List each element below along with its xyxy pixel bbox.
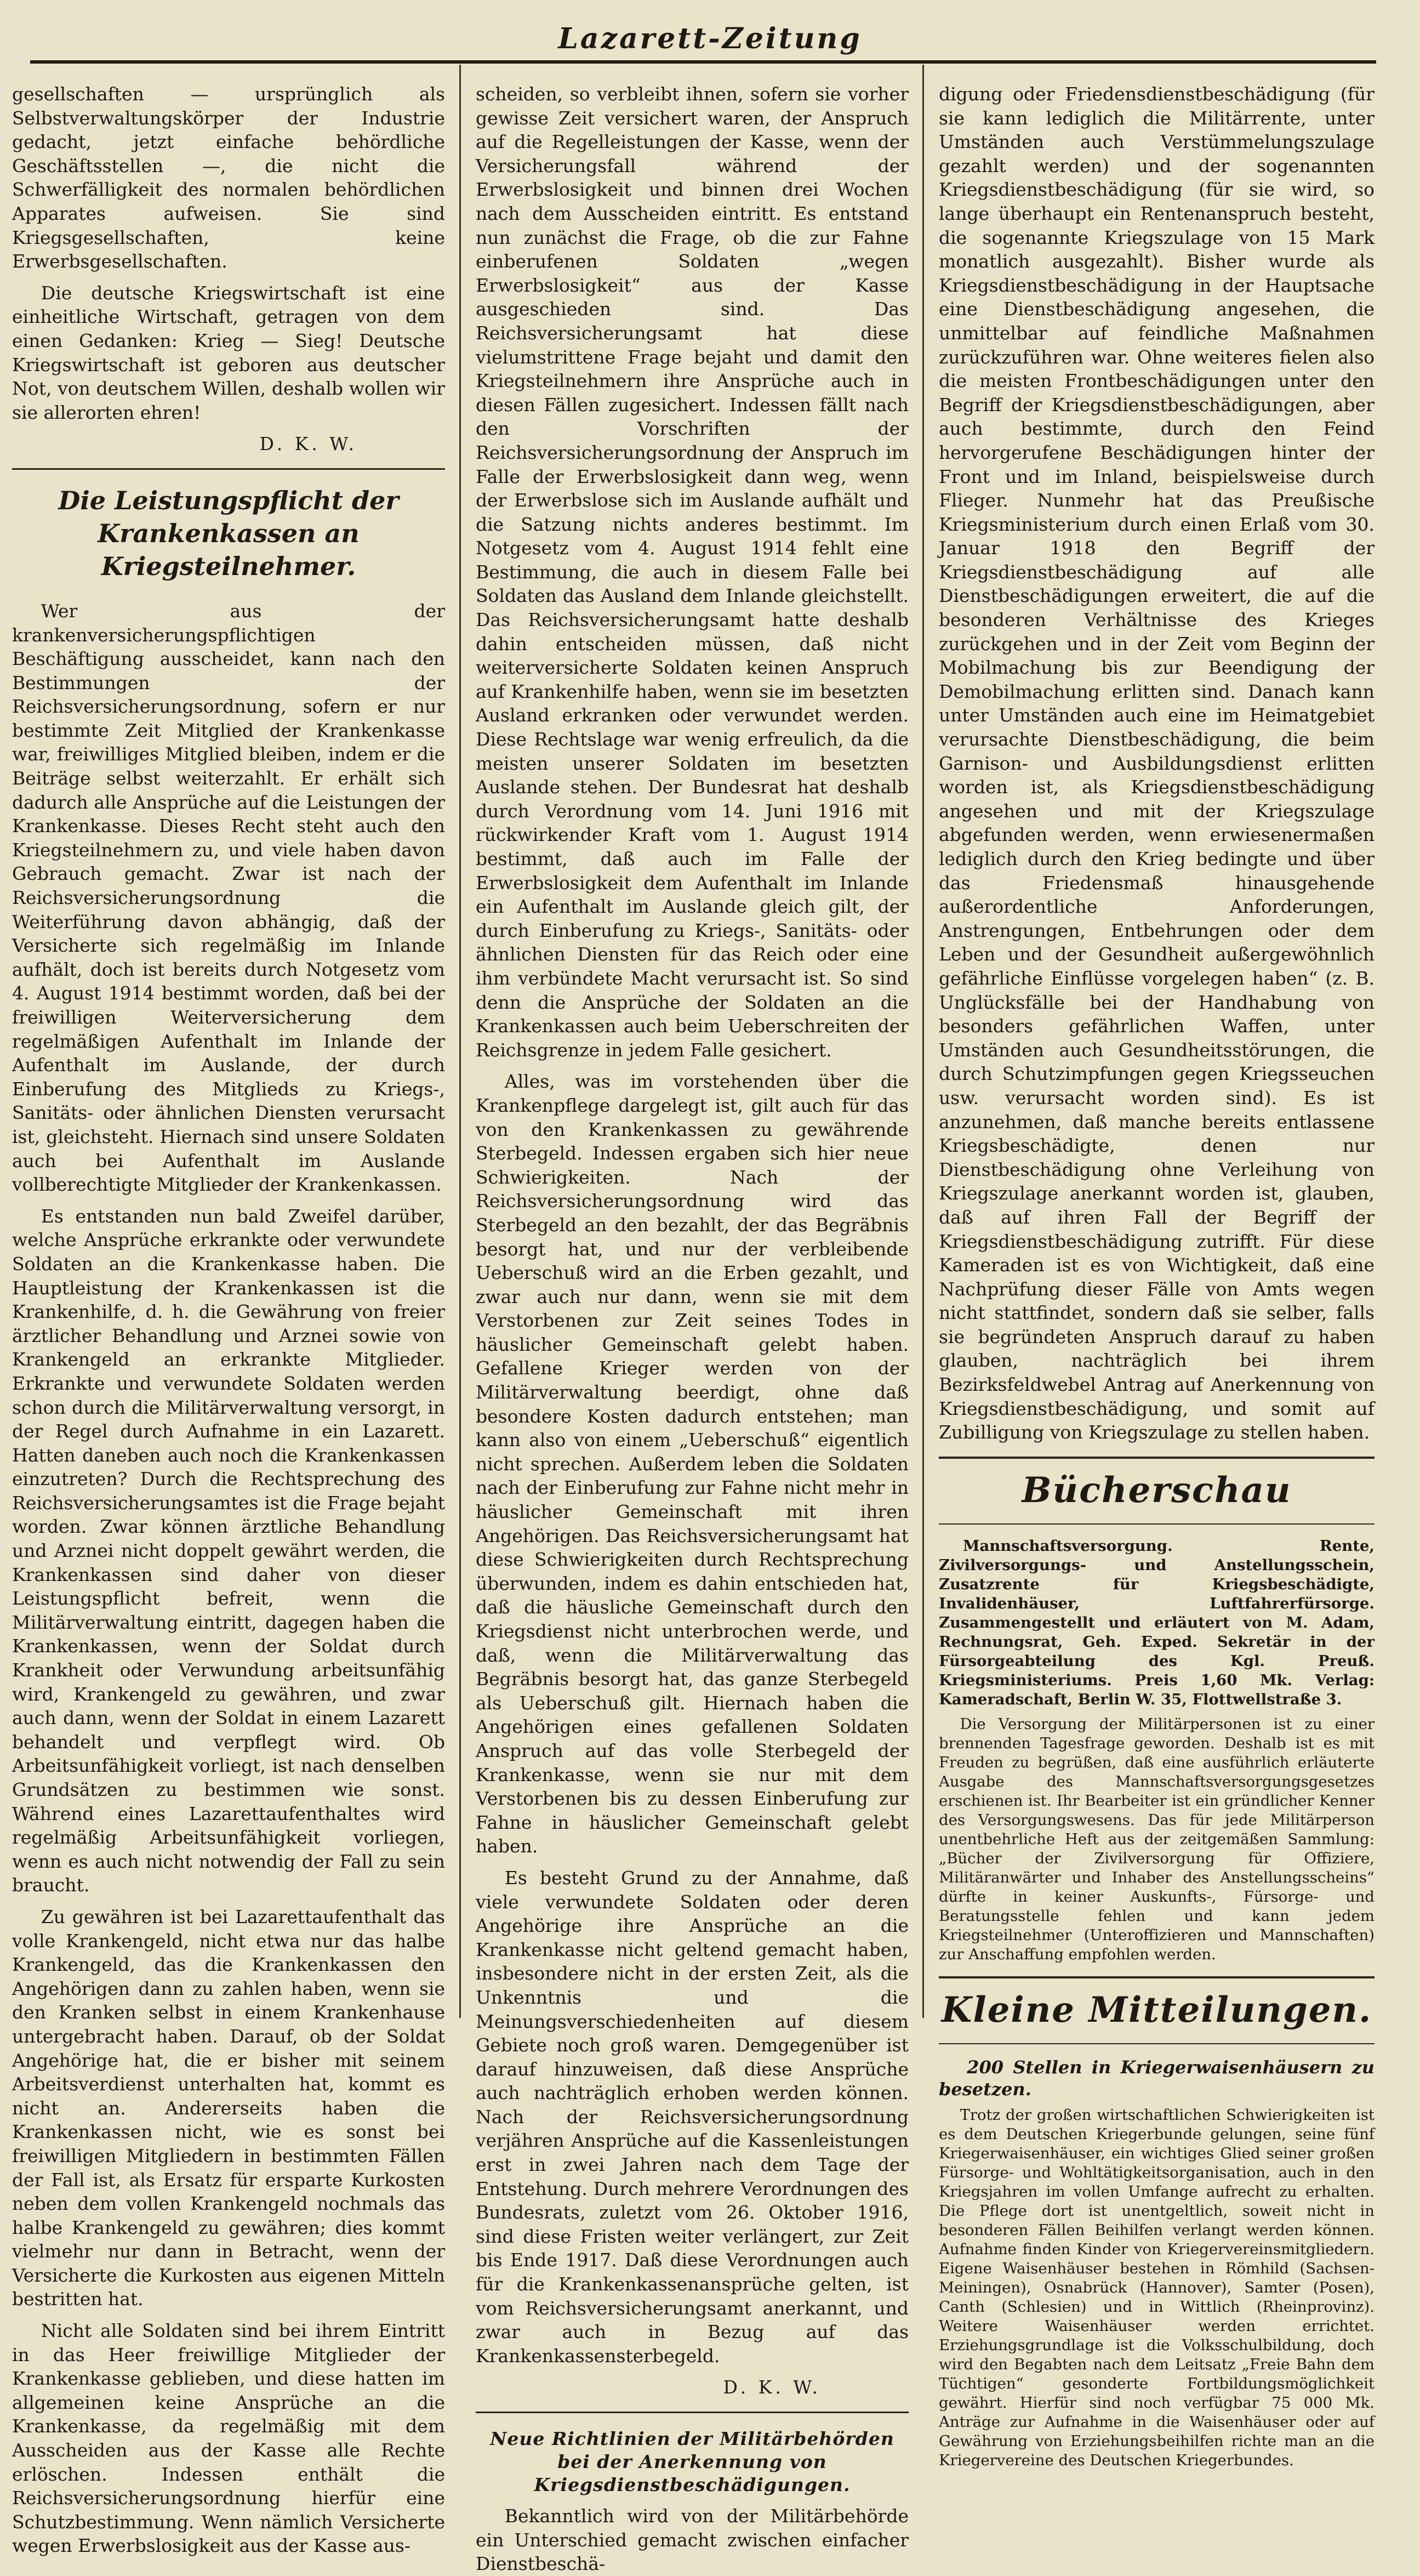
section-divider: [939, 2043, 1375, 2044]
section-divider: [939, 1976, 1375, 1978]
masthead-rule: [30, 60, 1376, 64]
continued-paragraph: digung oder Friedensdienstbeschädigung (für sie kann lediglich die Militärrente, unter Umständen auch Verstümmelungszulage gezahlt werden) und der sogenannten Kriegsdienstbeschädigung (für sie wird, so lange überhaupt ein Rentenanspruch besteht, die sogenannte Kriegszulage von 15 Mark monatlich ausgezahlt). Bisher wurde als Kriegsdienstbeschädigung in der Hauptsache eine Dienstbeschädigung angesehen, die unmittelbar auf feindliche Maßnahmen zurückzuführen war. Ohne weiteres fielen also die meisten Frontbeschädigungen unter den Begriff der Kriegsdienstbeschädigungen, aber auch bestimmte, durch den Feind hervorgerufene Beschädigungen hinter der Front und im Inland, beispielsweise durch Flieger. Nunmehr hat das Preußische Kriegsministerium durch einen Erlaß vom 30. Januar 1918 den Begriff der Kriegsdienstbeschädigung auf alle Dienstbeschädigungen erweitert, die auf die besonderen Verhältnisse des Krieges zurückgehen und in der Zeit vom Beginn der Mobilmachung bis zur Beendigung der Demobilmachung erlitten sind. Danach kann unter Umständen auch eine im Heimatgebiet verursachte Dienstbeschädigung, die beim Garnison- und Ausbildungsdienst erlitten worden ist, als Kriegsdienstbeschädigung angesehen und mit der Kriegszulage abgefunden werden, wenn erwiesenermaßen lediglich durch den Krieg bedingte und über das Friedensmaß hinausgehende außerordentliche Anforderungen, Anstrengungen, Entbehrungen oder dem Leben und der Gesundheit außergewöhnlich gefährliche Einflüsse vorgelegen haben“ (z. B. Unglücksfälle bei der Handhabung von besonders gefährlichen Waffen, unter Umständen auch Gesundheitsstörungen, die durch Schutzimpfungen gegen Kriegsseuchen usw. verursacht worden sind). Es ist anzunehmen, daß manche bereits entlassene Kriegsbeschädigte, denen nur Dienstbeschädigung ohne Verleihung von Kriegszulage anerkannt worden ist, glauben, daß auf ihren Fall der Begriff der Kriegsdienstbeschädigung zutrifft. Für diese Kameraden ist es von Wichtigkeit, daß eine Nachprüfung dieser Fälle von Amts wegen nicht stattfindet, sondern daß sie selber, falls sie begründeten Anspruch darauf zu haben glauben, nachträglich bei ihrem Bezirksfeldwebel Antrag auf Anerkennung von Kriegsdienstbeschädigung, und somit auf Zubilligung von Kriegszulage zu stellen haben.: [939, 83, 1375, 1443]
column-divider-2: [922, 65, 924, 2018]
article-title: Die Leistungspflicht der Krankenkassen an Kriegsteilnehmer.: [58, 485, 399, 581]
section-divider: [939, 1457, 1375, 1459]
paragraph: Es entstanden nun bald Zweifel darüber, welche Ansprüche erkrankte oder verwundete Soldaten an die Krankenkasse haben. Die Hauptleistung der Krankenkassen ist die Krankenhilfe, d. h. die Gewährung von freier ärztlicher Behandlung und Arznei sowie von Krankengeld an erkrankte Mitglieder. Erkrankte und verwundete Soldaten werden schon durch die Militärverwaltung versorgt, in der Regel durch Aufnahme in ein Lazarett. Hatten daneben auch noch die Krankenkassen einzutreten? Durch die Rechtsprechung des Reichsversicherungsamtes ist die Frage bejaht worden. Zwar können ärztliche Behandlung und Arznei nicht doppelt gewährt werden, die Krankenkassen sind daher von dieser Leistungspflicht befreit, wenn die Militärverwaltung eintritt, dagegen haben die Krankenkassen, wenn der Soldat durch Krankheit oder Verwundung arbeitsunfähig wird, Krankengeld zu gewähren, und zwar auch dann, wenn der Soldat in einem Lazarett behandelt und verpflegt wird. Ob Arbeitsunfähigkeit vorliegt, ist nach denselben Grundsätzen zu bestimmen wie sonst. Während eines Lazarettaufenthaltes wird regelmäßig Arbeitsunfähigkeit vorliegen, wenn es auch nicht notwendig der Fall zu sein braucht.: [12, 1205, 445, 1896]
paragraph: Bekanntlich wird von der Militärbehörde ein Unterschied gemacht zwischen einfacher Dienstbeschä-: [476, 2505, 909, 2575]
paragraph: Die deutsche Kriegswirtschaft ist eine einheitliche Wirtschaft, getragen von dem einen Gedanken: Krieg — Sieg! Deutsche Kriegswirtschaft ist geboren aus deutscher Not, von deutschem Willen, deshalb wollen wir sie allerorten ehren!: [12, 282, 445, 423]
news-block: [939, 2056, 1375, 2470]
news-headline: 200 Stellen in Kriegerwaisenhäusern zu besetzen.: [939, 2056, 1375, 2100]
section-divider: [476, 2412, 909, 2413]
column-2: [476, 82, 909, 2575]
column-3: [939, 82, 1375, 2469]
news-body: Trotz der großen wirtschaftlichen Schwierigkeiten ist es dem Deutschen Kriegerbunde gelungen, seine fünf Kriegerwaisenhäuser, ein wichtiges Glied seiner großen Fürsorge- und Wohltätigkeitsorganisation, auch in den Kriegsjahren im vollen Umfange aufrecht zu erhalten. Die Pflege dort ist unentgeltlich, soweit nicht in besonderen Fällen Beihilfen verlangt werden können. Aufnahme finden Kinder von Kriegervereinsmitgliedern. Eigene Waisenhäuser bestehen in Römhild (Sachsen-Meiningen), Osnabrück (Hannover), Samter (Posen), Canth (Schlesien) und in Wittlich (Rheinprovinz). Weitere Waisenhäuser werden errichtet. Erziehungsgrundlage ist die Volksschulbildung, doch wird den Begabten nach dem Leitsatz „Freie Bahn dem Tüchtigen“ gesonderte Fortbildungsmöglichkeit gewährt. Hierfür sind noch verfügbar 75 000 Mk. Anträge zur Aufnahme in die Waisenhäuser oder auf Gewährung von Erziehungsbeihilfen richte man an die Kriegervereine des Deutschen Kriegerbundes.: [939, 2106, 1375, 2469]
section-divider: [939, 1523, 1375, 1525]
section-divider: [12, 468, 445, 470]
masthead: [0, 0, 1420, 65]
book-review-block: [939, 1537, 1375, 1964]
column-divider-1: [459, 65, 461, 2018]
paragraph: Nicht alle Soldaten sind bei ihrem Eintritt in das Heer freiwillige Mitglieder der Krankenkasse geblieben, und diese hatten im allgemeinen keine Ansprüche an die Krankenkasse, da regelmäßig mit dem Ausscheiden aus der Kasse alle Rechte erlöschen. Indessen enthält die Reichsversicherungsordnung hierfür eine Schutzbestimmung. Wenn nämlich Versicherte wegen Erwerbslosigkeit aus der Kasse aus-: [12, 2320, 445, 2557]
article-title: Neue Richtlinien der Militärbehörden bei der Anerkennung von Kriegsdienstbeschädigungen.: [490, 2428, 894, 2495]
paragraph: Es besteht Grund zu der Annahme, daß viele verwundete Soldaten oder deren Angehörige ihre Ansprüche an die Krankenkasse nicht geltend gemacht haben, insbesondere nicht in der ersten Zeit, als die Unkenntnis und die Meinungsverschiedenheiten auf diesem Gebiete noch groß waren. Demgegenüber ist darauf hinzuweisen, daß diese Ansprüche auch nachträglich erhoben werden können. Nach der Reichsversicherungsordnung verjähren Ansprüche auf die Kassenleistungen erst in zwei Jahren nach dem Tage der Entstehung. Durch mehrere Verordnungen des Bundesrats, zuletzt vom 26. Oktober 1916, sind diese Fristen weiter verlängert, zur Zeit bis Ende 1917. Daß diese Verordnungen auch für die Krankenkassenansprüche gelten, ist vom Reichsversicherungsamt anerkannt, und zwar auch in Bezug auf das Krankenkassensterbegeld.: [476, 1867, 909, 2367]
news-section-title: Kleine Mitteilungen.: [941, 1989, 1372, 2031]
continued-paragraph: gesellschaften — ursprünglich als Selbstverwaltungskörper der Industrie gedacht, jetzt einfache behördliche Geschäftsstellen —, die nicht die Schwerfälligkeit des normalen behördlichen Apparates aufweisen. Sie sind Kriegsgesellschaften, keine Erwerbsgesellschaften.: [12, 83, 445, 272]
paragraph: Alles, was im vorstehenden über die Krankenpflege dargelegt ist, gilt auch für das von den Krankenkassen zu gewährende Sterbegeld. Indessen ergaben sich hier neue Schwierigkeiten. Nach der Reichsversicherungsordnung wird das Sterbegeld an den bezahlt, der das Begräbnis besorgt hat, und nur der verbleibende Ueberschuß wird an die Erben gezahlt, und zwar auch nur dann, wenn sie mit dem Verstorbenen zur Zeit seines Todes in häuslicher Gemeinschaft gelebt haben. Gefallene Krieger werden von der Militärverwaltung beerdigt, ohne daß besondere Kosten dadurch entstehen; man kann also von einem „Ueberschuß“ eigentlich nicht sprechen. Außerdem leben die Soldaten nach der Einberufung zur Fahne nicht mehr in häuslicher Gemeinschaft mit ihren Angehörigen. Das Reichsversicherungsamt hat diese Schwierigkeiten durch Rechtsprechung überwunden, indem es dahin entschieden hat, daß die häusliche Gemeinschaft durch den Kriegsdienst nicht unterbrochen werde, und daß, wenn die Militärverwaltung das Begräbnis besorgt hat, das ganze Sterbegeld als Ueberschuß gilt. Hiernach haben die Angehörigen eines gefallenen Soldaten Anspruch auf das volle Sterbegeld der Krankenkasse, wenn sie nur mit dem Verstorbenen bis zu dessen Einberufung zur Fahne in häuslicher Gemeinschaft gelebt haben.: [476, 1071, 909, 1857]
paragraph: Wer aus der krankenversicherungspflichtigen Beschäftigung ausscheidet, kann nach den Bestimmungen der Reichsversicherungsordnung, sofern er nur bestimmte Zeit Mitglied der Krankenkasse war, freiwilliges Mitglied bleiben, indem er die Beiträge selbst weiterzahlt. Er erhält sich dadurch alle Ansprüche auf die Leistungen der Krankenkasse. Dieses Recht steht auch den Kriegsteilnehmern zu, und viele haben davon Gebrauch gemacht. Zwar ist nach der Reichsversicherungsordnung die Weiterführung davon abhängig, daß der Versicherte sich regelmäßig im Inlande aufhält, doch ist bereits durch Notgesetz vom 4. August 1914 bestimmt worden, daß bei der freiwilligen Weiterversicherung dem regelmäßigen Aufenthalt im Inlande der Aufenthalt im Auslande, der durch Einberufung des Mitglieds zu Kriegs-, Sanitäts- oder ähnlichen Diensten verursacht ist, gleichsteht. Hiernach sind unsere Soldaten auch bei Aufenthalt im Auslande vollberechtigte Mitglieder der Krankenkassen.: [12, 600, 445, 1196]
column-1: [12, 82, 445, 2557]
author-signature: D. K. W.: [259, 433, 357, 455]
paragraph: Zu gewähren ist bei Lazarettaufenthalt das volle Krankengeld, nicht etwa nur das halbe Krankengeld, das die Krankenkassen den Angehörigen dann zu zahlen haben, wenn sie den Kranken selbst in einem Krankenhause untergebracht haben. Darauf, ob der Soldat Angehörige hat, die er bisher mit seinem Arbeitsverdienst unterhalten hat, kommt es nicht an. Andererseits haben die Krankenkassen nicht, wie es sonst bei freiwilligen Mitgliedern in bestimmten Fällen der Fall ist, als Ersatz für ersparte Kurkosten neben dem vollen Krankengeld nochmals das halbe Krankengeld zu gewähren; dies kommt vielmehr nur dann in Betracht, wenn der Versicherte die Kurkosten aus eigenen Mitteln bestritten hat.: [12, 1906, 445, 2310]
book-entry: Mannschaftsversorgung. Rente, Zivilversorgungs- und Anstellungsschein, Zusatzrente für Kriegsbeschädigte, Invalidenhäuser, Luftfahrerfürsorge. Zusammengestellt und erläutert von M. Adam, Rechnungsrat, Geh. Exped. Sekretär in der Fürsorgeabteilung des Kgl. Preuß. Kriegsministeriums. Preis 1,60 Mk. Verlag: Kameradschaft, Berlin W. 35, Flottwellstraße 3.: [939, 1537, 1375, 1708]
books-section-title: Bücherschau: [1022, 1469, 1292, 1511]
book-review: Die Versorgung der Militärpersonen ist zu einer brennenden Tagesfrage geworden. Deshalb ist es mit Freuden zu begrüßen, daß eine ausführlich erläuterte Ausgabe des Mannschaftsversorgungsgesetzes erschienen ist. Ihr Bearbeiter ist ein gründlicher Kenner des Versorgungswesens. Das für jede Militärperson unentbehrliche Heft aus der zeitgemäßen Sammlung: „Bücher der Zivilversorgung für Offiziere, Militäranwärter und Inhaber des Anstellungsscheins“ dürfte in keiner Auskunfts-, Fürsorge- und Beratungsstelle fehlen und kann jedem Kriegsteilnehmer (Unteroffizieren und Mannschaften) zur Anschaffung empfohlen werden.: [939, 1715, 1375, 1963]
continued-paragraph: scheiden, so verbleibt ihnen, sofern sie vorher gewisse Zeit versichert waren, der Anspruch auf die Regelleistungen der Kasse, wenn der Versicherungsfall während der Erwerbslosigkeit und binnen drei Wochen nach dem Ausscheiden eintritt. Es entstand nun zunächst die Frage, ob die zur Fahne einberufenen Soldaten „wegen Erwerbslosigkeit“ aus der Kasse ausgeschieden sind. Das Reichsversicherungsamt hat diese vielumstrittene Frage bejaht und damit den Kriegsteilnehmern ihre Ansprüche auch in diesen Fällen zugesichert. Indessen fällt nach den Vorschriften der Reichsversicherungsordnung der Anspruch im Falle der Erwerbslosigkeit dann weg, wenn der Erwerbslose sich im Auslande aufhält und die Satzung nichts anderes bestimmt. Im Notgesetz vom 4. August 1914 fehlt eine Bestimmung, die auch in diesem Falle bei Soldaten das Ausland dem Inlande gleichstellt. Das Reichsversicherungsamt hatte deshalb dahin entscheiden müssen, daß nicht weiterversicherte Soldaten keinen Anspruch auf Krankenhilfe haben, wenn sie im besetzten Ausland erkranken oder verwundet werden. Diese Rechtslage war wenig erfreulich, da die meisten unserer Soldaten im besetzten Auslande stehen. Der Bundesrat hat deshalb durch Verordnung vom 14. Juni 1916 mit rückwirkender Kraft vom 1. August 1914 bestimmt, daß auch im Falle der Erwerbslosigkeit dem Aufenthalt im Inlande ein Aufenthalt im Auslande gleich gilt, der durch Einberufung zu Kriegs-, Sanitäts- oder ähnlichen Diensten für das Reich oder eine ihm verbündete Macht verursacht ist. So sind denn die Ansprüche der Soldaten an die Krankenkassen auch beim Ueberschreiten der Reichsgrenze in jedem Falle gesichert.: [476, 83, 909, 1061]
newspaper-title: Lazarett-Zeitung: [558, 22, 862, 55]
author-signature: D. K. W.: [723, 2376, 821, 2398]
